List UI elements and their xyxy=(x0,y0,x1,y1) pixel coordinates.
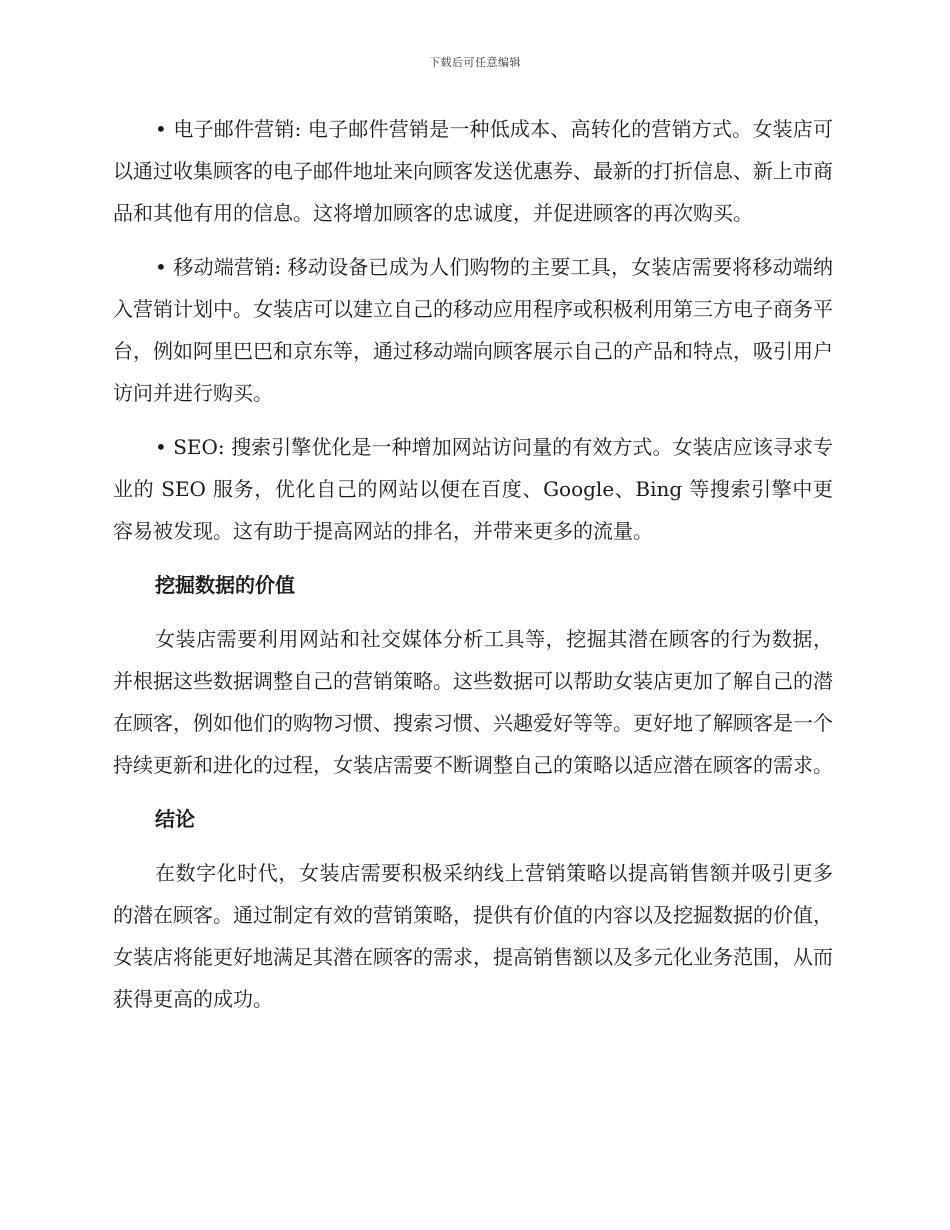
heading-data-value: 挖掘数据的价值 xyxy=(155,573,295,597)
paragraph-email-marketing: • 电子邮件营销: 电子邮件营销是一种低成本、高转化的营销方式。女装店可以通过收集顾客的电子邮件地址来向顾客发送优惠券、最新的打折信息、新上市商品和其他有用的信息。这将增加顾客的忠诚度，并促进顾客的再次购买。 xyxy=(113,117,833,225)
paragraph-conclusion: 在数字化时代，女装店需要积极采纳线上营销策略以提高销售额并吸引更多的潜在顾客。通过制定有效的营销策略，提供有价值的内容以及挖掘数据的价值，女装店将能更好地满足其潜在顾客的需求，提高销售额以及多元化业务范围，从而获得更高的成功。 xyxy=(113,861,833,1011)
paragraph-data-value: 女装店需要利用网站和社交媒体分析工具等，挖掘其潜在顾客的行为数据，并根据这些数据调整自己的营销策略。这些数据可以帮助女装店更加了解自己的潜在顾客，例如他们的购物习惯、搜索习惯、兴趣爱好等等。更好地了解顾客是一个持续更新和进化的过程，女装店需要不断调整自己的策略以适应潜在顾客的需求。 xyxy=(113,627,833,777)
heading-conclusion: 结论 xyxy=(155,807,195,831)
document-body xyxy=(113,108,833,1032)
paragraph-mobile-marketing: • 移动端营销: 移动设备已成为人们购物的主要工具，女装店需要将移动端纳入营销计划中。女装店可以建立自己的移动应用程序或积极利用第三方电子商务平台，例如阿里巴巴和京东等，通过移动端向顾客展示自己的产品和特点，吸引用户访问并进行购买。 xyxy=(113,255,833,405)
page-header: 下载后可任意编辑 xyxy=(429,56,521,69)
paragraph-seo: • SEO: 搜索引擎优化是一种增加网站访问量的有效方式。女装店应该寻求专业的 SEO 服务，优化自己的网站以便在百度、Google、Bing 等搜索引擎中更容易被发现。这有助于提高网站的排名，并带来更多的流量。 xyxy=(113,435,833,543)
